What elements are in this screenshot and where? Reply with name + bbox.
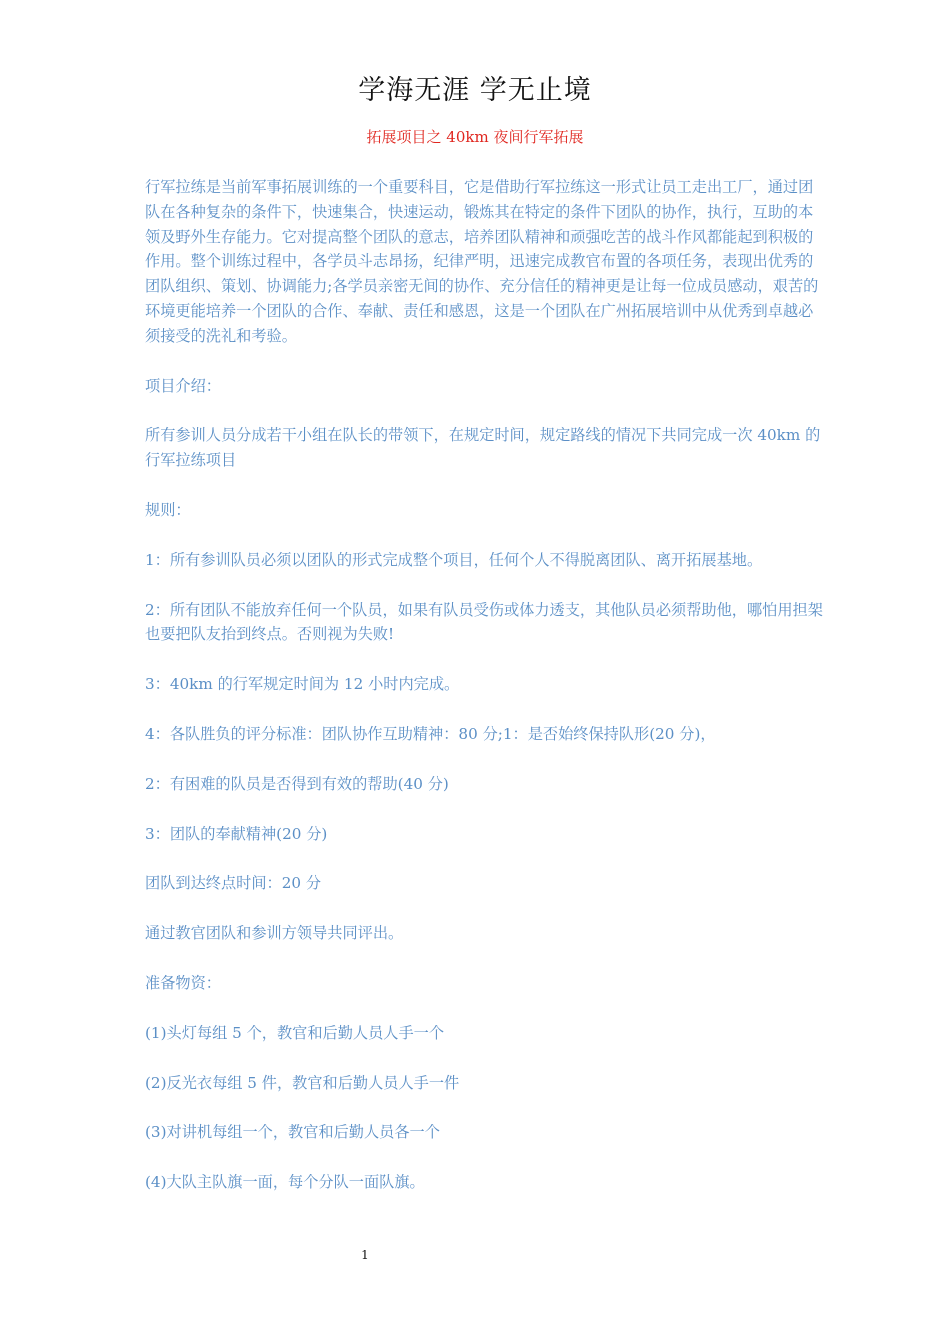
evaluation-note: 通过教官团队和参训方领导共同评出。 bbox=[145, 924, 404, 943]
section-heading-project: 项目介绍： bbox=[145, 376, 221, 395]
material-item: (1)头灯每组 5 个，教官和后勤人员人手一个 bbox=[145, 1023, 445, 1042]
rule-item: 3：40km 的行军规定时间为 12 小时内完成。 bbox=[145, 675, 460, 694]
page-header-title: 学海无涯 学无止境 bbox=[358, 75, 592, 106]
scoring-item: 3：团队的奉献精神(20 分) bbox=[145, 824, 328, 843]
intro-paragraph: 行军拉练是当前军事拓展训练的一个重要科目，它是借助行军拉练这一形式让员工走出工厂，通过团队在各种复杂的条件下，快速集合，快速运动，锻炼其在特定的条件下团队的协作，执行，互助的本领及野外生存能力。它对提高整个团队的意志，培养团队精神和顽强吃苦的战斗作风都能起到积极的作用。整个训练过程中，各学员斗志昂扬，纪律严明，迅速完成教官布置的各项任务，表现出优秀的团队组织、策划、协调能力;各学员亲密无间的协作、充分信任的精神更是让每一位成员感动，艰苦的环境更能培养一个团队的合作、奉献、责任和感恩，这是一个团队在广州拓展培训中从优秀到卓越必须接受的洗礼和考验。 bbox=[145, 178, 819, 345]
rule-item: 2：所有团队不能放弃任何一个队员，如果有队员受伤或体力透支，其他队员必须帮助他，哪怕用担架也要把队友抬到终点。否则视为失败! bbox=[145, 600, 823, 644]
rule-item: 4：各队胜负的评分标准：团队协作互助精神：80 分;1：是否始终保持队形(20 分)， bbox=[145, 724, 716, 743]
material-item: (2)反光衣每组 5 件，教官和后勤人员人手一件 bbox=[145, 1073, 460, 1092]
section-heading-materials: 准备物资： bbox=[145, 973, 221, 992]
scoring-item: 2：有困难的队员是否得到有效的帮助(40 分) bbox=[145, 774, 449, 793]
section-heading-rules: 规则： bbox=[145, 500, 191, 519]
rule-item: 1：所有参训队员必须以团队的形式完成整个项目，任何个人不得脱离团队、离开拓展基地。 bbox=[145, 550, 763, 569]
page-number: 1 bbox=[361, 1248, 369, 1262]
material-item: (3)对讲机每组一个，教官和后勤人员各一个 bbox=[145, 1123, 440, 1142]
document-body bbox=[145, 175, 825, 1220]
scoring-item: 团队到达终点时间：20 分 bbox=[145, 874, 322, 893]
document-subtitle: 拓展项目之 40km 夜间行军拓展 bbox=[366, 128, 584, 146]
material-item: (4)大队主队旗一面，每个分队一面队旗。 bbox=[145, 1173, 425, 1192]
project-description: 所有参训人员分成若干小组在队长的带领下，在规定时间，规定路线的情况下共同完成一次 40km 的行军拉练项目 bbox=[145, 426, 821, 470]
